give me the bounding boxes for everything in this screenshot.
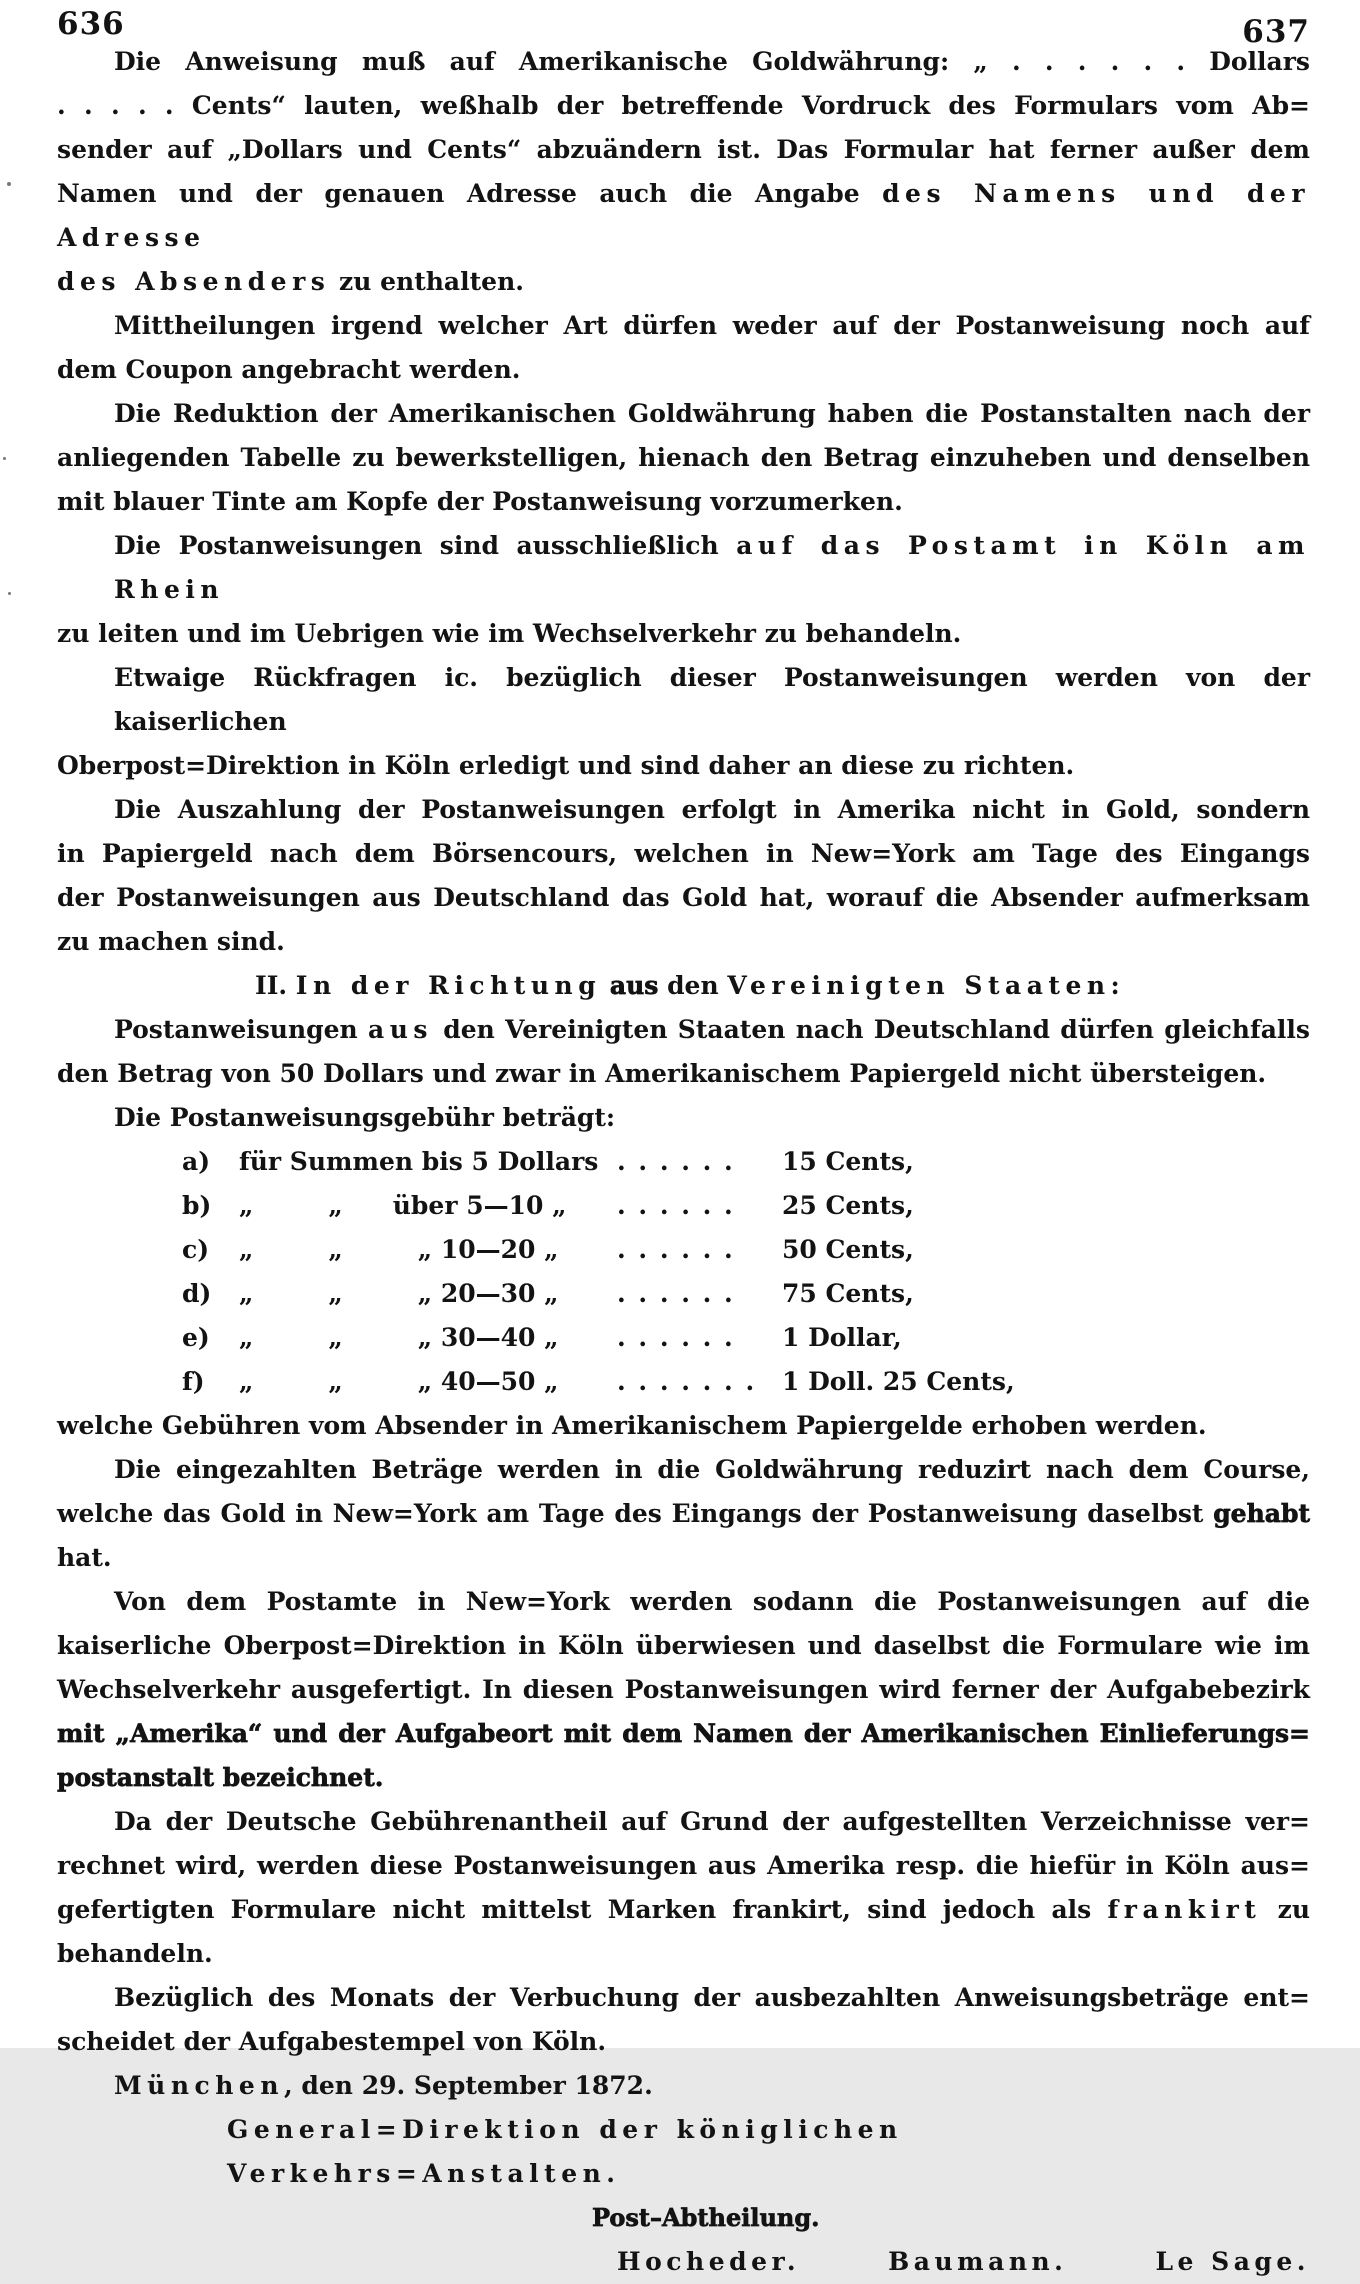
fee-dots: . . . . . .	[617, 1147, 735, 1176]
text-line	[57, 876, 1310, 920]
text-line	[57, 744, 1310, 788]
text-segment: den Betrag von 50 Dollars und zwar in Amerikanischem Papiergeld nicht übersteigen.	[57, 1059, 1267, 1088]
text-segment: Die eingezahlten Beträge werden in die Goldwährung reduzirt nach dem Course,	[114, 1455, 1310, 1484]
text-segment: aus	[368, 1015, 433, 1044]
page-number-left: 636	[57, 6, 125, 42]
text-line	[57, 84, 1310, 128]
text-segment: welche das Gold in New=York am Tage des Eingangs der Postanweisung daselbst	[57, 1499, 1214, 1528]
text-segment: der Postanweisungen aus Deutschland das Gold hat, worauf die Absender aufmerksam	[57, 883, 1310, 912]
fee-desc: „ „ über 5—10 „	[239, 1191, 567, 1220]
text-line	[57, 1976, 1310, 2020]
text-segment: Wechselverkehr ausgefertigt. In diesen Postanweisungen wird ferner der Aufgabebezirk	[57, 1675, 1310, 1704]
scan-speck	[8, 592, 11, 595]
text-line	[57, 656, 1310, 744]
text-segment: In der Richtung	[295, 971, 602, 1000]
text-line	[57, 2020, 1310, 2064]
scan-speck	[3, 457, 6, 460]
text-line	[57, 392, 1310, 436]
fee-dots: . . . . . .	[617, 1279, 735, 1308]
text-segment: kaiserliche Oberpost=Direktion in Köln überwiesen und daselbst die Formulare wie im	[57, 1631, 1310, 1660]
text-line	[57, 1712, 1310, 1756]
text-segment: zu enthalten.	[330, 267, 524, 296]
text-line	[57, 2108, 1310, 2196]
text-segment: Da der Deutsche Gebührenantheil auf Grund der aufgestellten Verzeichnisse ver=	[114, 1807, 1310, 1836]
signature-name: Hocheder.	[617, 2247, 801, 2276]
signature-name: Le Sage.	[1155, 2247, 1310, 2276]
text-line	[57, 1888, 1310, 1976]
fee-desc: für Summen bis 5 Dollars	[239, 1147, 599, 1176]
text-line	[57, 1756, 1310, 1800]
text-segment: Die Postanweisungen sind ausschließlich	[114, 531, 737, 560]
fee-table-row	[57, 1272, 1310, 1316]
fee-dots: . . . . . .	[617, 1235, 735, 1264]
text-segment: aus	[609, 971, 659, 1000]
fee-dots: . . . . . .	[617, 1191, 735, 1220]
text-segment: gehabt	[1213, 1499, 1310, 1528]
text-segment: Oberpost=Direktion in Köln erledigt und sind daher an diese zu richten.	[57, 751, 1075, 780]
text-segment: zu machen sind.	[57, 927, 285, 956]
text-segment: Postanweisungen	[114, 1015, 369, 1044]
fee-label: c)	[182, 1235, 210, 1264]
fee-table-row	[57, 1360, 1310, 1404]
text-line	[57, 1008, 1310, 1052]
text-line	[57, 40, 1310, 84]
text-segment: Die Auszahlung der Postanweisungen erfolgt in Amerika nicht in Gold, sondern	[114, 795, 1310, 824]
text-segment: General=Direktion der königlichen Verkehrs=Anstalten.	[227, 2115, 903, 2188]
text-segment: , den 29. September 1872.	[284, 2071, 653, 2100]
signature-name: Baumann.	[888, 2247, 1068, 2276]
text-line	[57, 524, 1310, 612]
text-segment: . . . . . Cents“ lauten, weßhalb der betreffende Vordruck des Formulars vom Ab=	[57, 91, 1310, 120]
text-line	[57, 1580, 1310, 1624]
text-segment: des Absenders	[57, 267, 331, 296]
fee-label: b)	[182, 1191, 212, 1220]
text-line	[57, 612, 1310, 656]
text-segment: welche Gebühren vom Absender in Amerikanischem Papiergelde erhoben werden.	[57, 1411, 1207, 1440]
text-line	[57, 1844, 1310, 1888]
text-line	[57, 260, 1310, 304]
fee-fee: 1 Doll. 25 Cents,	[782, 1367, 1015, 1396]
fee-desc: „ „ „ 20—30 „	[239, 1279, 559, 1308]
text-segment: mit blauer Tinte am Kopfe der Postanweisung vorzumerken.	[57, 487, 903, 516]
text-line	[57, 788, 1310, 832]
fee-fee: 50 Cents,	[782, 1235, 914, 1264]
text-segment: Bezüglich des Monats der Verbuchung der ausbezahlten Anweisungsbeträge ent=	[114, 1983, 1310, 2012]
text-segment: Etwaige Rückfragen ic. bezüglich dieser Postanweisungen werden von der kaiserlichen	[114, 663, 1310, 736]
fee-desc: „ „ „ 40—50 „	[239, 1367, 559, 1396]
text-segment: hat.	[57, 1543, 112, 1572]
text-segment: dem Coupon angebracht werden.	[57, 355, 521, 384]
fee-table-row	[57, 1184, 1310, 1228]
text-line	[57, 436, 1310, 480]
fee-label: d)	[182, 1279, 212, 1308]
fee-fee: 15 Cents,	[782, 1147, 914, 1176]
fee-table-row	[57, 1228, 1310, 1272]
text-line	[57, 1492, 1310, 1580]
fee-fee: 1 Dollar,	[782, 1323, 902, 1352]
text-line	[57, 2064, 1310, 2108]
text-line	[57, 1096, 1310, 1140]
fee-table	[57, 1140, 1310, 1404]
text-line	[57, 348, 1310, 392]
text-segment: Post–Abtheilung.	[592, 2203, 820, 2232]
scan-speck	[7, 182, 11, 186]
text-segment	[601, 971, 610, 1000]
text-segment: Mittheilungen irgend welcher Art dürfen weder auf der Postanweisung noch auf	[114, 311, 1310, 340]
page-number-right: 637	[1242, 14, 1310, 50]
text-segment: gefertigten Formulare nicht mittelst Marken frankirt, sind jedoch als	[57, 1895, 1108, 1924]
text-segment: München	[114, 2071, 285, 2100]
text-line	[57, 1052, 1310, 1096]
text-line	[57, 480, 1310, 524]
text-line	[57, 920, 1310, 964]
text-line	[57, 128, 1310, 172]
fee-label: e)	[182, 1323, 210, 1352]
text-segment: zu leiten und im Uebrigen wie im Wechselverkehr zu behandeln.	[57, 619, 962, 648]
text-segment: auf das Postamt in Köln am Rhein	[114, 531, 1310, 604]
text-line	[57, 172, 1310, 260]
text-segment: Vereinigten Staaten	[727, 971, 1111, 1000]
text-segment: postanstalt bezeichnet.	[57, 1763, 384, 1792]
fee-dots: . . . . . . .	[617, 1367, 757, 1396]
text-line	[57, 832, 1310, 876]
fee-desc: „ „ „ 30—40 „	[239, 1323, 559, 1352]
text-segment: frankirt	[1107, 1895, 1262, 1924]
text-segment: Namen und der genauen Adresse auch die Angabe	[57, 179, 883, 208]
fee-dots: . . . . . .	[617, 1323, 735, 1352]
fee-table-row	[57, 1140, 1310, 1184]
text-segment: rechnet wird, werden diese Postanweisungen aus Amerika resp. die hiefür in Köln aus=	[57, 1851, 1310, 1880]
fee-fee: 25 Cents,	[782, 1191, 914, 1220]
text-segment: den Vereinigten Staaten nach Deutschland dürfen gleichfalls	[432, 1015, 1310, 1044]
fee-table-row	[57, 1316, 1310, 1360]
text-segment: Die Postanweisungsgebühr beträgt:	[114, 1103, 616, 1132]
text-segment: Die Anweisung muß auf Amerikanische Goldwährung: „ . . . . . . Dollars	[114, 47, 1310, 76]
text-block	[57, 40, 1310, 2284]
text-segment: mit „Amerika“ und der Aufgabeort mit dem Namen der Amerikanischen Einlieferungs=	[57, 1719, 1310, 1748]
text-segment: den	[658, 971, 728, 1000]
text-line	[57, 1404, 1310, 1448]
text-line	[57, 304, 1310, 348]
text-segment: des Namens und der Adresse	[57, 179, 1311, 252]
text-segment: sender auf „Dollars und Cents“ abzuändern ist. Das Formular hat ferner außer dem	[57, 135, 1310, 164]
text-segment: Von dem Postamte in New=York werden sodann die Postanweisungen auf die	[114, 1587, 1310, 1616]
text-segment: zu behandeln.	[57, 1895, 1310, 1968]
text-line	[57, 2196, 1310, 2240]
text-segment: II.	[255, 971, 296, 1000]
fee-fee: 75 Cents,	[782, 1279, 914, 1308]
body-text-upper	[57, 40, 1310, 1140]
text-segment: :	[1110, 971, 1120, 1000]
text-line	[57, 964, 1310, 1008]
text-line	[57, 1624, 1310, 1668]
text-line	[57, 1668, 1310, 1712]
body-text-lower	[57, 1404, 1310, 2240]
text-segment: scheidet der Aufgabestempel von Köln.	[57, 2027, 607, 2056]
fee-label: f)	[182, 1367, 205, 1396]
text-line	[57, 1800, 1310, 1844]
text-line	[57, 1448, 1310, 1492]
text-segment: Die Reduktion der Amerikanischen Goldwährung haben die Postanstalten nach der	[114, 399, 1310, 428]
fee-label: a)	[182, 1147, 211, 1176]
text-segment: in Papiergeld nach dem Börsencours, welchen in New=York am Tage des Eingangs	[57, 839, 1310, 868]
fee-desc: „ „ „ 10—20 „	[239, 1235, 559, 1264]
signature-row	[617, 2240, 1310, 2284]
text-segment: anliegenden Tabelle zu bewerkstelligen, hienach den Betrag einzuheben und denselben	[57, 443, 1310, 472]
